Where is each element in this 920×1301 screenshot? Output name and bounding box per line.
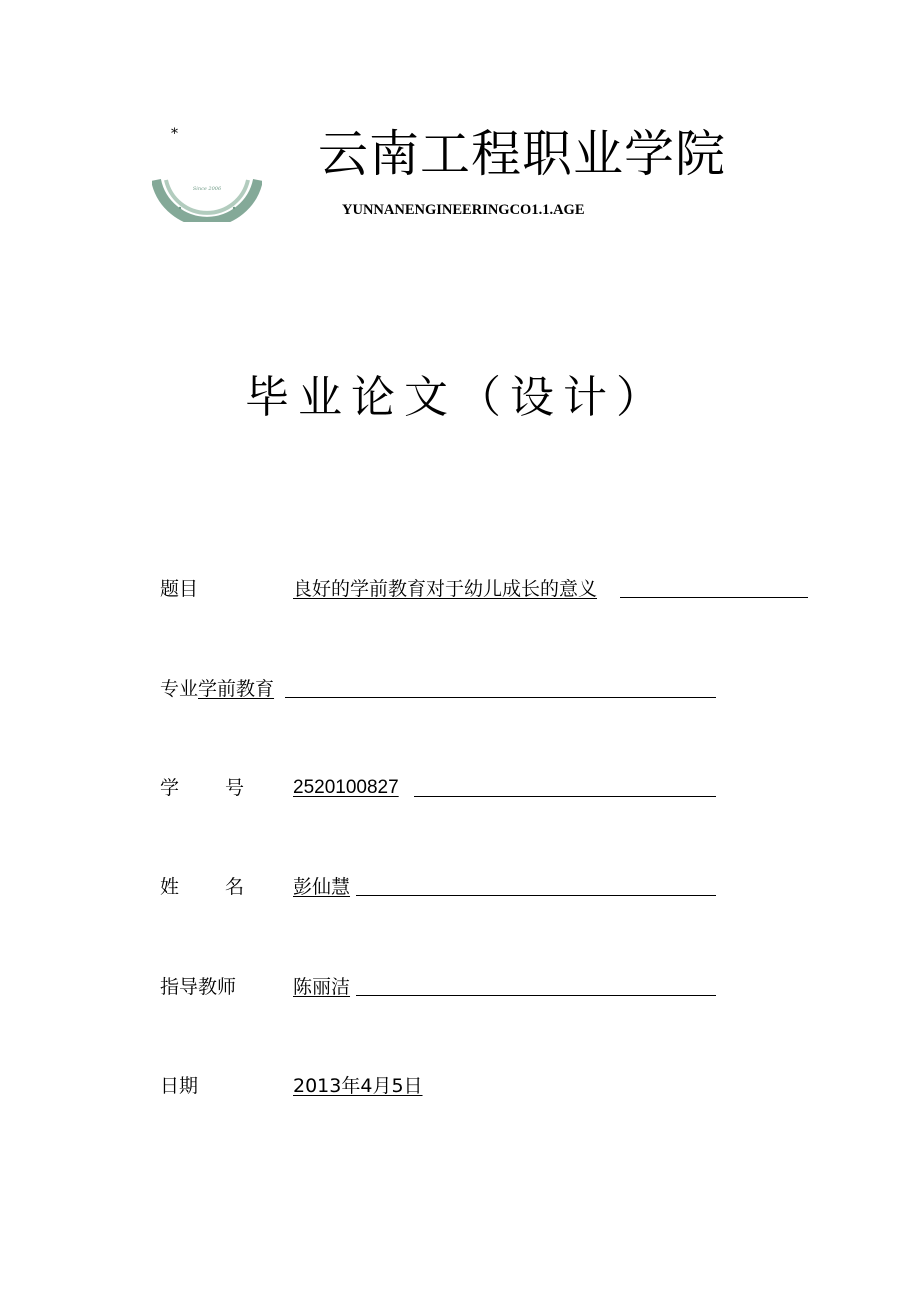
topic-value: 良好的学前教育对于幼儿成长的意义 [293, 578, 598, 600]
student-id-underline [414, 796, 716, 797]
college-name-cn: 云南工程职业学院 [318, 125, 726, 183]
college-name-en: YUNNANENGINEERINGCO1.1.AGE [342, 202, 585, 218]
thesis-title: 毕业论文（设计） [245, 372, 669, 423]
name-value: 彭仙慧 [293, 876, 351, 898]
major-label [160, 676, 274, 702]
student-id-label-1: 学 [160, 777, 180, 799]
topic-underline [620, 597, 808, 598]
student-id-value: 2520100827 [293, 777, 399, 798]
major-value: 学前教育 [198, 678, 275, 700]
date-value: 2013年4月5日 [293, 1075, 423, 1097]
major-label-text: 专业 [160, 678, 199, 700]
student-id-label-2: 号 [225, 777, 245, 799]
advisor-value: 陈丽洁 [293, 976, 351, 998]
name-label-1: 姓 [160, 876, 180, 898]
name-underline [356, 895, 716, 896]
logo-since-text: Since 2006 [192, 186, 222, 192]
asterisk-mark: * [171, 126, 178, 142]
college-logo [152, 178, 262, 222]
name-label-2: 名 [225, 876, 245, 898]
advisor-underline [356, 995, 716, 996]
topic-label: 题目 [160, 578, 199, 600]
advisor-label: 指导教师 [160, 976, 237, 998]
date-label: 日期 [160, 1075, 199, 1097]
major-underline [285, 697, 716, 698]
